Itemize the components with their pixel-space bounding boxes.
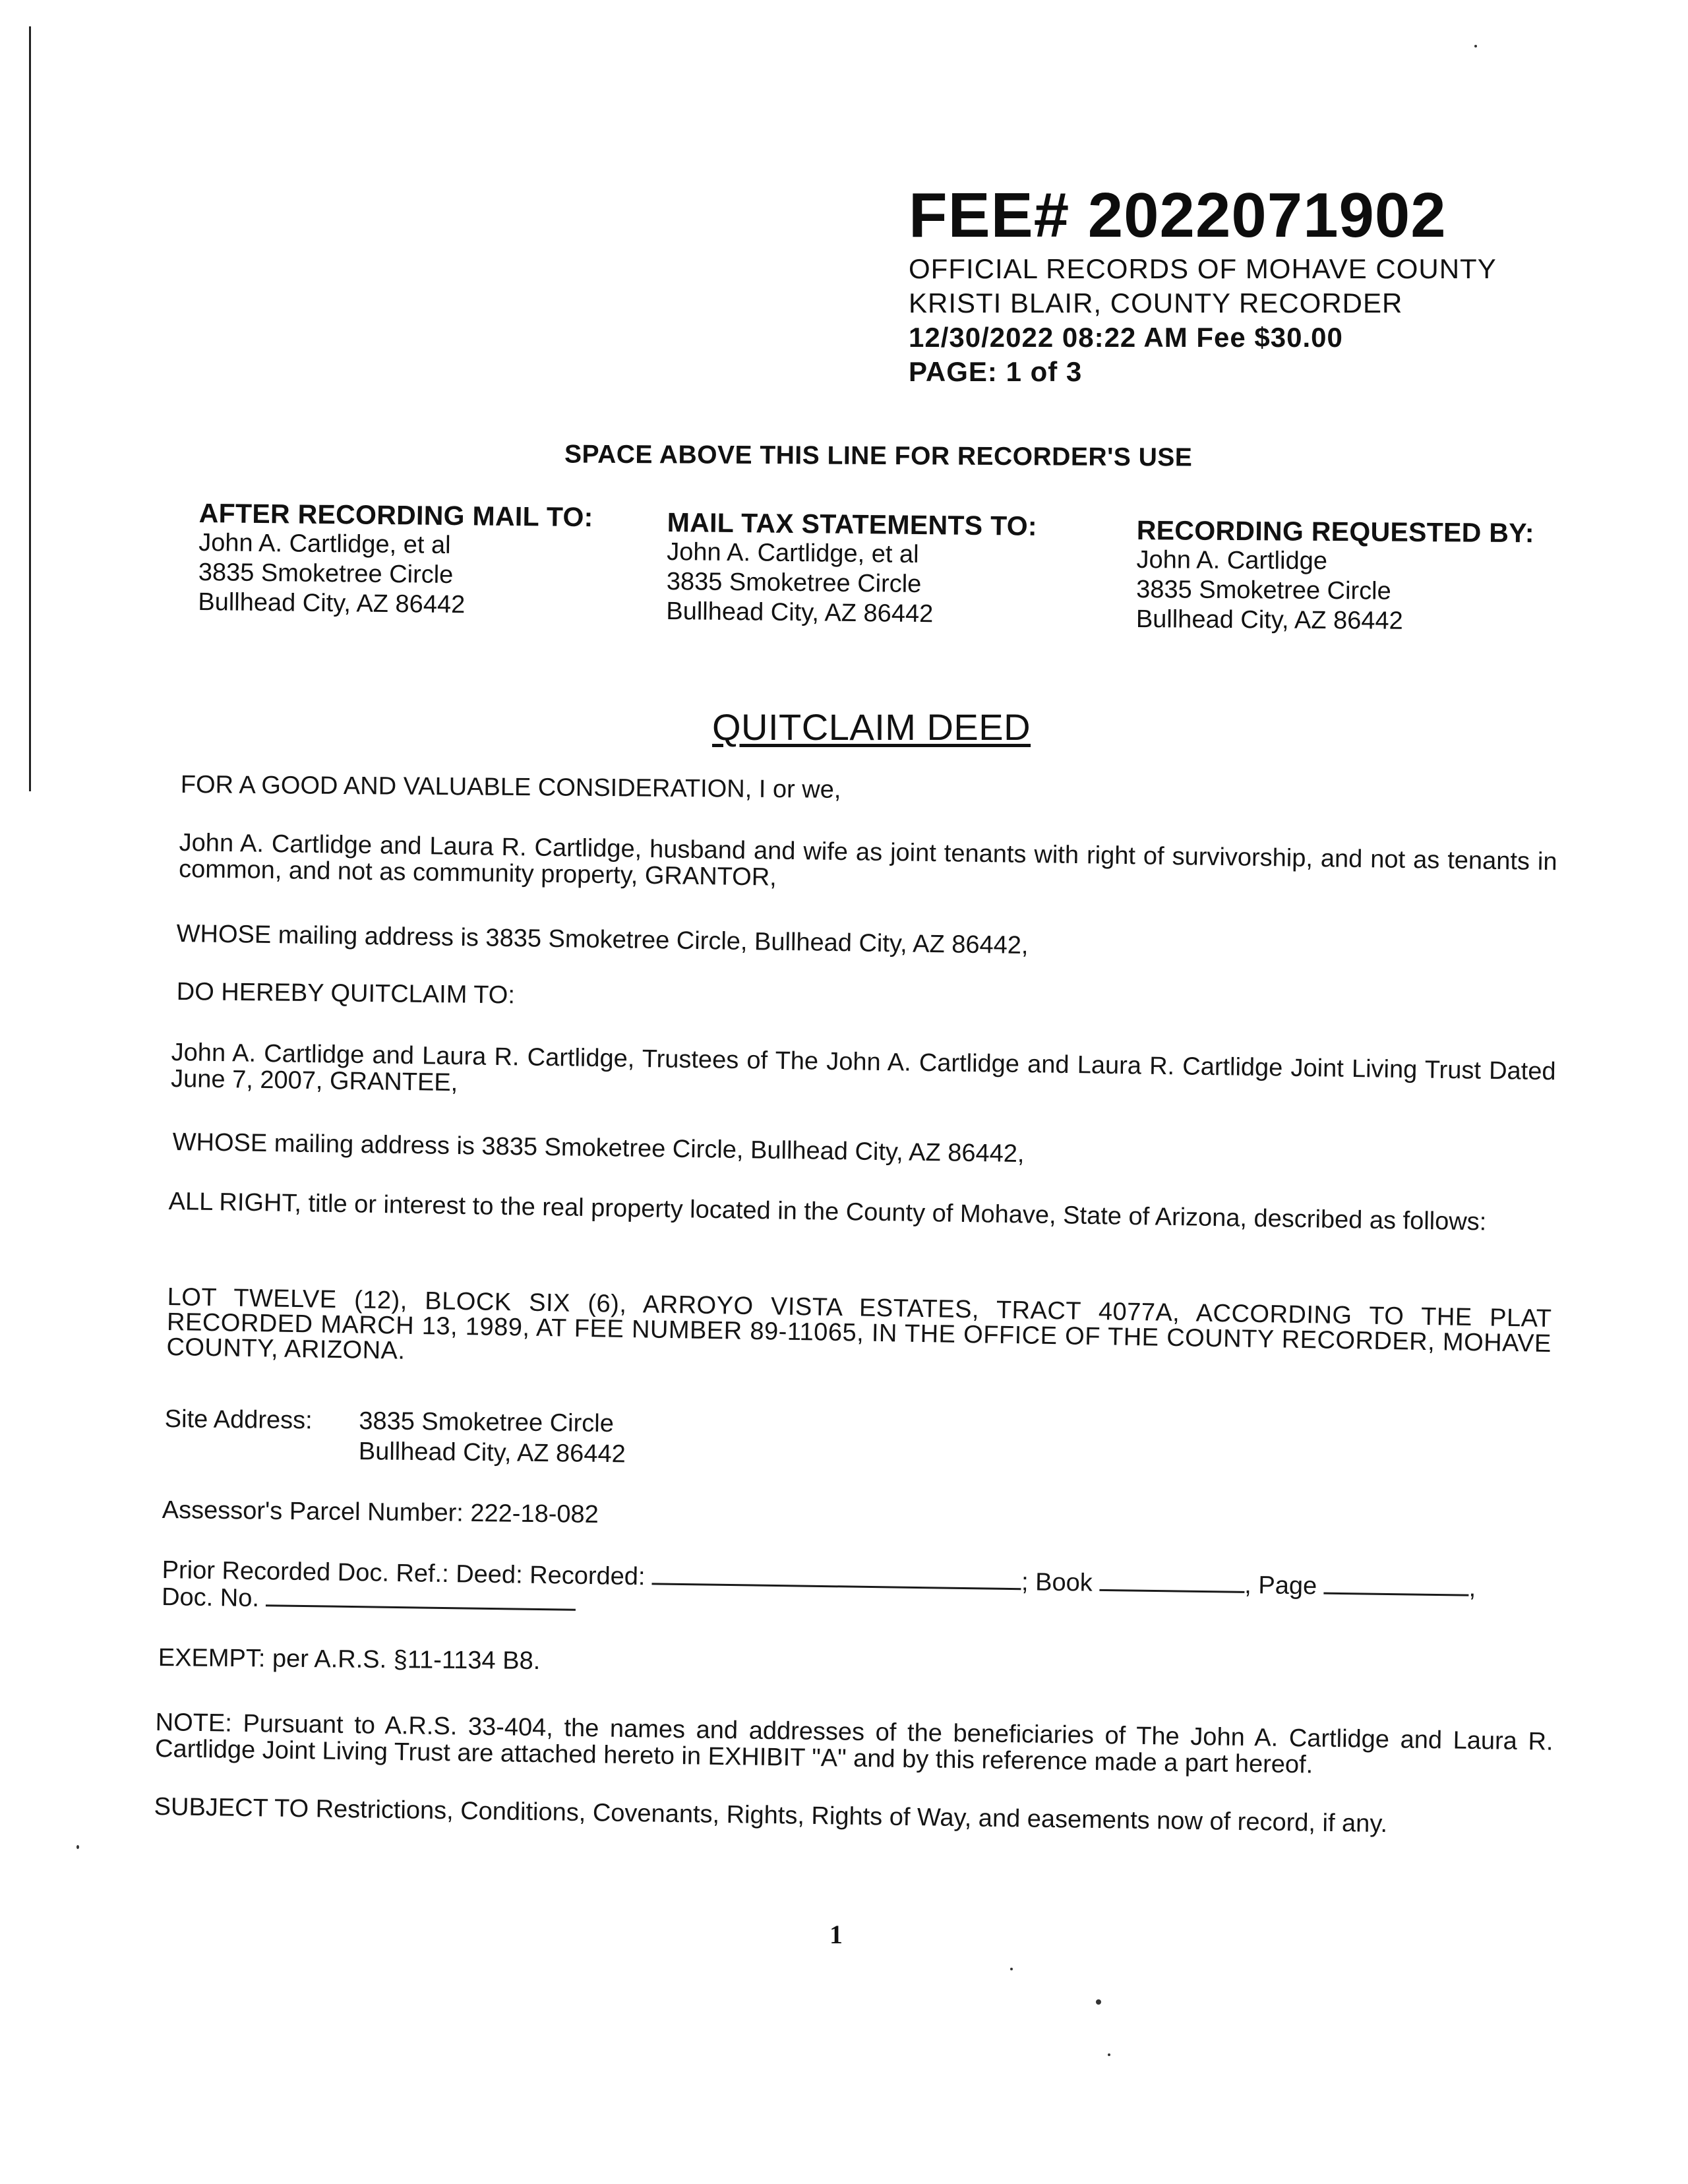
scan-edge-line [29,26,31,791]
recording-requested-by [1136,516,1534,637]
stamp-official-records: OFFICIAL RECORDS OF MOHAVE COUNTY [909,253,1497,284]
recorded-blank-line [652,1563,1021,1590]
page-trailing-comma: , [1468,1574,1476,1602]
address-name: John A. Cartlidge, et al [198,528,451,559]
site-address-street: 3835 Smoketree Circle [359,1407,615,1438]
scan-speck [76,1845,79,1849]
scan-speck [1108,2053,1110,2056]
address-name: John A. Cartlidge [1136,545,1328,576]
stamp-page-count: PAGE: 1 of 3 [909,356,1083,387]
site-address [164,1406,626,1471]
document-title: QUITCLAIM DEED [712,706,1031,748]
address-city: Bullhead City, AZ 86442 [198,588,466,619]
book-blank-line [1099,1569,1244,1593]
consideration-clause: FOR A GOOD AND VALUABLE CONSIDERATION, I or we, [180,771,841,804]
site-address-city: Bullhead City, AZ 86442 [358,1438,626,1469]
page-label: , Page [1244,1571,1317,1600]
address-block-title: MAIL TAX STATEMENTS TO: [667,507,1038,541]
address-block-title: AFTER RECORDING MAIL TO: [198,498,593,533]
address-block-title: RECORDING REQUESTED BY: [1136,515,1534,549]
quitclaim-to-heading: DO HEREBY QUITCLAIM TO: [176,978,516,1010]
fee-number: FEE# 2022071902 [909,180,1447,251]
beneficiaries-note: NOTE: Pursuant to A.R.S. 33-404, the names and addresses of the beneficiaries of The John A. Cartlidge and Laura R. Cartlidge Joint Living Trust are attached hereto in EXHIBIT "A" and by this reference made a part hereof. [154,1709,1553,1779]
doc-no-label: Doc. No. [161,1583,260,1613]
recording-stamp [909,179,1634,389]
grantee-paragraph: John A. Cartlidge and Laura R. Cartlidge, Trustees of The John A. Cartlidge and Laura R. Cartlidge Joint Living Trust Dated June 7, 2007, GRANTEE, [170,1039,1556,1097]
prior-ref-label: Prior Recorded Doc. Ref.: Deed: Recorded: [162,1556,646,1591]
address-street: 3835 Smoketree Circle [666,567,922,599]
grantor-address: WHOSE mailing address is 3835 Smoketree Circle, Bullhead City, AZ 86442, [176,920,1029,960]
address-street: 3835 Smoketree Circle [1136,575,1391,605]
page-blank-line [1324,1573,1469,1596]
legal-description: LOT TWELVE (12), BLOCK SIX (6), ARROYO VISTA ESTATES, TRACT 4077A, ACCORDING TO THE PLAT RECORDED MARCH 13, 1989, AT FEE NUMBER 89-11065, IN THE OFFICE OF THE COUNTY RECORDER, MOHAVE COUNTY, ARIZONA. [166,1283,1552,1365]
address-city: Bullhead City, AZ 86442 [1135,605,1403,635]
after-recording-mail-to [198,499,593,621]
subject-to-clause: SUBJECT TO Restrictions, Conditions, Covenants, Rights, Rights of Way, and easements now of record, if any. [154,1793,1388,1838]
address-city: Bullhead City, AZ 86442 [666,597,934,628]
scan-speck [1010,1968,1013,1970]
site-address-label: Site Address: [164,1405,313,1435]
grantor-paragraph: John A. Cartlidge and Laura R. Cartlidge, husband and wife as joint tenants with right of survivorship, and not as tenants in common, and not as community property, GRANTOR, [178,829,1557,892]
stamp-date-fee: 12/30/2022 08:22 AM Fee $30.00 [909,322,1343,353]
address-street: 3835 Smoketree Circle [198,558,454,590]
book-label: ; Book [1021,1568,1093,1597]
exemption-statement: EXEMPT: per A.R.S. §11-1134 B8. [158,1644,541,1676]
page-number: 1 [829,1920,843,1949]
doc-no-blank-line [266,1585,576,1611]
grantee-address: WHOSE mailing address is 3835 Smoketree Circle, Bullhead City, AZ 86442, [172,1128,1025,1168]
prior-recorded-doc-ref [162,1556,1560,1630]
recorder-space-note: SPACE ABOVE THIS LINE FOR RECORDER'S USE [564,440,1193,472]
all-right-clause: ALL RIGHT, title or interest to the real property located in the County of Mohave, State of Arizona, described as follows: [168,1188,1487,1236]
mail-tax-statements-to [666,508,1037,630]
stamp-recorder-name: KRISTI BLAIR, COUNTY RECORDER [909,288,1403,318]
site-address-lines [359,1408,626,1471]
address-name: John A. Cartlidge, et al [667,537,919,568]
scan-speck [1474,45,1477,47]
assessor-parcel-number: Assessor's Parcel Number: 222-18-082 [162,1496,599,1529]
scan-speck [1096,1999,1101,2005]
